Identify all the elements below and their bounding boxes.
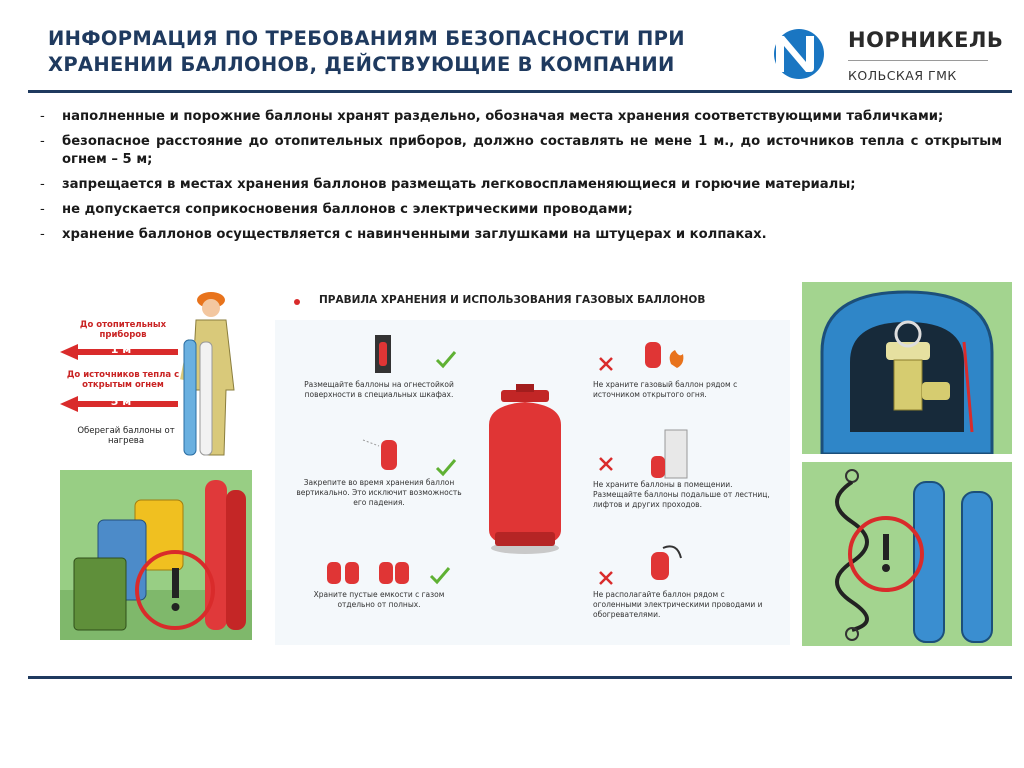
distance-5m: 5 м (110, 395, 132, 408)
title-line-1: ИНФОРМАЦИЯ ПО ТРЕБОВАНИЯМ БЕЗОПАСНОСТИ ПРИ (48, 27, 685, 50)
cylinder-cap-icon (802, 282, 1012, 454)
distance-illustration (56, 280, 252, 458)
page-title (48, 26, 728, 78)
distance-1m: 1 м (110, 343, 132, 356)
caption-protect-heat: Оберегай баллоны от нагрева (77, 426, 175, 446)
flammable-containers-icon (60, 470, 252, 640)
label-open-fire: До источников тепла с открытым огнем (66, 370, 180, 390)
rules-infographic (275, 280, 790, 645)
logo-subtitle: КОЛЬСКАЯ ГМК (848, 68, 957, 83)
rules-title: ПРАВИЛА ХРАНЕНИЯ И ИСПОЛЬЗОВАНИЯ ГАЗОВЫХ БАЛЛОНОВ (319, 294, 706, 306)
rule-no-wires: Не располагайте баллон рядом с оголенными электрическими проводами и обогревателями. (593, 590, 763, 619)
rule-no-open-fire: Не храните газовый баллон рядом с источником открытого огня. (593, 380, 738, 399)
requirements-list (40, 108, 1002, 251)
rule-vertical: Закрепите во время хранения баллон вертикально. Это исключит возможность его падения. (296, 478, 462, 507)
label-heating-devices: До отопительных приборов (79, 320, 167, 340)
list-item: - наполненные и порожние баллоны хранят раздельно, обозначая места хранения соответствующими табличками; (40, 109, 944, 124)
logo-divider (848, 60, 988, 61)
flammables-warning-illustration (60, 470, 252, 640)
rule-fireproof: Размещайте баллоны на огнестойкой поверхности в специальных шкафах. (304, 380, 454, 399)
top-divider (28, 90, 1012, 93)
rule-not-indoors: Не храните баллоны в помещении. Размещайте баллоны подальше от лестниц, лифтов и других проходов. (593, 480, 770, 509)
company-logo (762, 28, 1002, 88)
bottom-divider (28, 676, 1012, 679)
valve-cap-illustration (802, 282, 1012, 454)
logo-brand-text: НОРНИКЕЛЬ (848, 28, 1004, 52)
cylinder-wire-icon (802, 462, 1012, 646)
list-item: - хранение баллонов осуществляется с навинченными заглушками на штуцерах и колпаках. (40, 227, 767, 242)
title-line-2: ХРАНЕНИИ БАЛЛОНОВ, ДЕЙСТВУЮЩИЕ В КОМПАНИИ (48, 53, 675, 76)
wires-warning-illustration (802, 462, 1012, 646)
list-item: - не допускается соприкосновения баллонов с электрическими проводами; (40, 202, 633, 217)
list-item: - безопасное расстояние до отопительных приборов, должно составлять не мене 1 м., до источников тепла с открытым огнем – 5 м; (40, 134, 1002, 167)
nornickel-logo-icon (762, 28, 836, 80)
rule-empty-separate: Храните пустые емкости с газом отдельно от полных. (313, 590, 445, 609)
list-item: - запрещается в местах хранения баллонов размещать легковоспламеняющиеся и горючие материалы; (40, 177, 856, 192)
